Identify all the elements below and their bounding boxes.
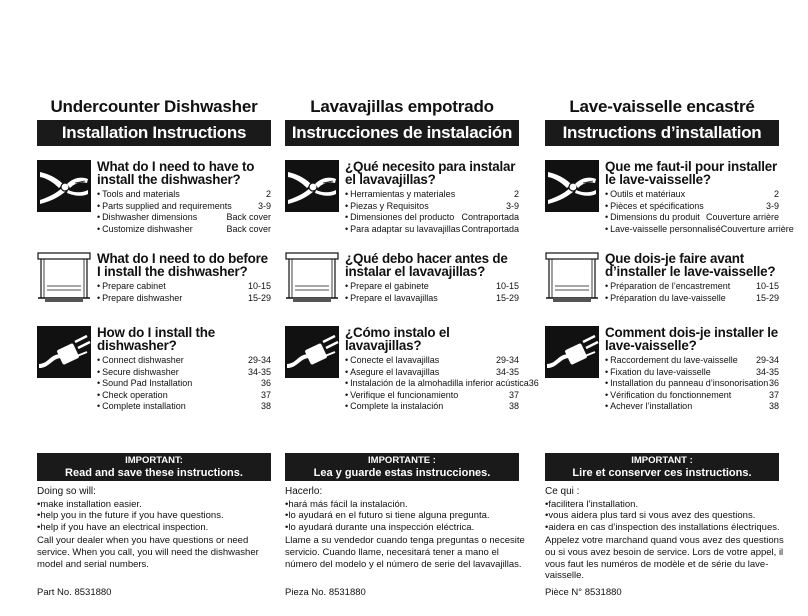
toc-item-label: • Conecte el lavavajillas	[345, 355, 439, 367]
notes-bullet: • lo ayudará en el futuro si tiene alguna pregunta.	[285, 510, 525, 522]
column-title: Undercounter Dishwasher	[50, 97, 258, 116]
important-box	[285, 453, 519, 481]
toc-section	[285, 252, 519, 316]
toc-item-page: 38	[768, 401, 779, 412]
toc-item	[605, 355, 779, 367]
toc-item	[345, 189, 519, 201]
section-content	[97, 326, 271, 413]
toc-item-page: 38	[260, 401, 271, 412]
toc-item-page: 36	[528, 378, 539, 389]
toc-section	[37, 160, 271, 240]
toc-item-label: • Prepare cabinet	[97, 281, 166, 293]
cabinet-opening-icon	[545, 252, 599, 304]
toc-item-page: 2	[773, 189, 779, 199]
toc-item-label: • Complete installation	[97, 401, 186, 413]
toc-item-page: 34-35	[495, 366, 519, 377]
toc-item	[345, 390, 519, 402]
column-title: Lave-vaisselle encastré	[569, 97, 755, 116]
toc-item-page: 10-15	[495, 281, 519, 291]
toc-item	[345, 401, 519, 413]
toc-item-label: • Achever l’installation	[605, 401, 692, 413]
important-heading: IMPORTANT:	[125, 455, 183, 466]
column-title: Lavavajillas empotrado	[310, 97, 494, 116]
power-plug-icon	[285, 326, 339, 378]
toc-item-page: Contraportada	[461, 223, 519, 234]
notes-bullet: • vous aidera plus tard si vous avez des questions.	[545, 510, 785, 522]
toc-item-page: 29-34	[247, 355, 271, 365]
toc-item-label: • Para adaptar su lavavajillas	[345, 224, 460, 236]
section-question: How do I install the dishwasher?	[97, 325, 216, 353]
call-dealer-text: Call your dealer when you have questions or need service. When you call, you will need the dishwasher model and serial numbers.	[37, 535, 259, 570]
pliers-icon	[285, 160, 339, 212]
toc-item-label: • Outils et matériaux	[605, 189, 685, 201]
toc-item-label: • Complete la instalación	[345, 401, 443, 413]
toc-item-page: Contraportada	[461, 212, 519, 223]
toc-section	[285, 325, 539, 412]
notes-bullet: • facilitera l’installation.	[545, 499, 785, 511]
toc-item-label: • Raccordement du lave-vaisselle	[605, 355, 738, 367]
part-number: Pièce N° 8531880	[545, 587, 622, 598]
notes-bullet: • aidera en cas d’inspection des installations électriques.	[545, 522, 785, 534]
toc-item-page: 3-9	[257, 200, 271, 211]
toc-item-page: 10-15	[247, 281, 271, 291]
toc-section	[545, 252, 779, 316]
section-content	[605, 326, 779, 413]
section-content	[345, 252, 519, 304]
toc-list	[605, 355, 779, 413]
toc-item-label: • Lave-vaisselle personnalisé	[605, 224, 721, 236]
section-content	[605, 159, 794, 235]
cabinet-opening-icon	[37, 252, 91, 304]
important-box	[37, 453, 271, 481]
toc-item	[97, 293, 271, 305]
toc-item	[605, 401, 779, 413]
toc-list	[345, 189, 519, 235]
notes-lead: Ce qui :	[545, 486, 580, 497]
toc-item-label: • Instalación de la almohadilla inferior acústica	[345, 378, 529, 390]
toc-item	[605, 378, 779, 390]
toc-item-label: • Préparation du lave-vaisselle	[605, 293, 726, 305]
power-plug-icon	[37, 326, 91, 378]
toc-section	[37, 252, 271, 316]
toc-list	[345, 355, 539, 413]
toc-item	[345, 281, 519, 293]
notes-block	[545, 486, 785, 582]
toc-item	[97, 189, 271, 201]
toc-item	[605, 223, 794, 236]
toc-section	[545, 325, 779, 412]
toc-item	[605, 390, 779, 402]
toc-item	[605, 189, 779, 201]
section-question: Que dois-je faire avant d’installer le lave-vaisselle?	[605, 251, 776, 279]
toc-item-label: • Vérification du fonctionnement	[605, 390, 731, 402]
toc-item	[97, 355, 271, 367]
toc-item-page: 3-9	[505, 200, 519, 211]
toc-item-label: • Prepare dishwasher	[97, 293, 182, 305]
toc-item-label: • Dimensiones del producto	[345, 212, 454, 224]
toc-item-label: • Pièces et spécifications	[605, 201, 704, 213]
toc-item-page: 29-34	[755, 355, 779, 365]
important-box	[545, 453, 779, 481]
toc-item-page: Couverture arrière	[720, 223, 794, 234]
notes-bullet: • help you in the future if you have questions.	[37, 510, 277, 522]
toc-item-label: • Connect dishwasher	[97, 355, 184, 367]
toc-item	[605, 293, 779, 305]
toc-item	[97, 212, 271, 224]
toc-item-label: • Tools and materials	[97, 189, 180, 201]
toc-item-page: 2	[513, 189, 519, 199]
pliers-icon	[545, 160, 599, 212]
notes-bullet: • help if you have an electrical inspection.	[37, 522, 277, 534]
toc-section	[285, 160, 519, 240]
toc-item-label: • Piezas y Requisitos	[345, 201, 429, 213]
toc-item-page: Back cover	[226, 212, 271, 223]
important-heading: IMPORTANTE :	[368, 455, 436, 466]
important-subheading: Lire et conserver ces instructions.	[572, 467, 752, 479]
toc-item-label: • Prepare el lavavajillas	[345, 293, 438, 305]
toc-item	[97, 401, 271, 413]
column-3	[545, 96, 794, 412]
toc-section	[545, 159, 794, 240]
cabinet-opening-icon	[285, 252, 339, 304]
call-dealer-text: Llame a su vendedor cuando tenga preguntas o necesite servicio. Cuando llame, necesitará tener a mano el número del modelo y el número de serie del lavavajillas.	[285, 535, 525, 570]
toc-item-page: 3-9	[765, 200, 779, 211]
toc-item	[97, 378, 271, 390]
toc-list	[605, 281, 779, 304]
toc-item	[345, 355, 519, 367]
toc-item-label: • Verifique el funcionamiento	[345, 390, 458, 402]
section-question: ¿Qué necesito para instalar el lavavajillas?	[345, 159, 516, 187]
important-heading: IMPORTANT :	[631, 455, 693, 466]
toc-item	[605, 201, 779, 213]
toc-item-label: • Parts supplied and requirements	[97, 201, 232, 213]
toc-item	[605, 281, 779, 293]
instructions-banner: Installation Instructions	[37, 120, 271, 146]
toc-list	[97, 281, 271, 304]
toc-item-page: 36	[260, 378, 271, 389]
toc-item-label: • Installation du panneau d’insonorisation	[605, 378, 768, 390]
toc-item-page: 15-29	[495, 292, 519, 303]
toc-item-page: 37	[508, 389, 519, 400]
notes-lead: Hacerlo:	[285, 486, 323, 497]
instructions-banner: Instrucciones de instalación	[285, 120, 519, 146]
toc-item-page: 37	[260, 389, 271, 400]
toc-item-page: 36	[768, 378, 779, 389]
column-1	[37, 96, 271, 412]
notes-block	[285, 486, 525, 570]
toc-item	[345, 293, 519, 305]
toc-item-page: 2	[265, 189, 271, 199]
section-question: Comment dois-je installer le lave-vaisselle?	[605, 325, 778, 353]
toc-item-label: • Fixation du lave-vaisselle	[605, 367, 711, 379]
notes-lead: Doing so will:	[37, 486, 96, 497]
call-dealer-text: Appelez votre marchand quand vous avez des questions ou si vous avez besoin de service. Lors de votre appel, il vous faut les numéros de modèle et de série du lave-vaisselle.	[545, 535, 784, 582]
section-question: What do I need to do before I install the dishwasher?	[97, 251, 268, 279]
part-number: Pieza No. 8531880	[285, 587, 366, 598]
section-content	[345, 325, 539, 413]
section-content	[605, 252, 779, 304]
toc-item-page: Couverture arrière	[705, 212, 779, 223]
important-subheading: Read and save these instructions.	[65, 467, 243, 479]
toc-item	[97, 224, 271, 236]
notes-bullet: • make installation easier.	[37, 499, 277, 511]
toc-item	[605, 367, 779, 379]
section-content	[345, 160, 519, 235]
toc-item-label: • Préparation de l’encastrement	[605, 281, 730, 293]
toc-item-page: 34-35	[247, 366, 271, 377]
toc-list	[97, 355, 271, 413]
toc-item-label: • Dishwasher dimensions	[97, 212, 197, 224]
notes-block	[37, 486, 277, 570]
toc-item-label: • Prepare el gabinete	[345, 281, 429, 293]
toc-item	[345, 367, 519, 379]
section-content	[97, 160, 271, 235]
toc-item-page: 15-29	[247, 292, 271, 303]
toc-item	[345, 378, 539, 390]
column-2	[285, 96, 539, 412]
toc-item-label: • Customize dishwasher	[97, 224, 193, 236]
notes-bullet: • lo ayudará durante una inspección eléctrica.	[285, 522, 525, 534]
toc-list	[605, 189, 794, 235]
toc-item-page: 29-34	[495, 355, 519, 365]
toc-item	[97, 201, 271, 213]
toc-item	[97, 281, 271, 293]
toc-item	[345, 212, 519, 224]
toc-item-label: • Secure dishwasher	[97, 367, 179, 379]
section-question: What do I need to have to install the dishwasher?	[97, 159, 255, 187]
pliers-icon	[37, 160, 91, 212]
toc-item-page: 15-29	[755, 292, 779, 303]
toc-list	[345, 281, 519, 304]
toc-item-page: 38	[508, 401, 519, 412]
toc-item	[605, 212, 779, 224]
part-number: Part No. 8531880	[37, 587, 112, 598]
toc-item-label: • Dimensions du produit	[605, 212, 700, 224]
toc-item-label: • Check operation	[97, 390, 168, 402]
toc-item	[97, 367, 271, 379]
toc-item	[97, 390, 271, 402]
section-question: ¿Qué debo hacer antes de instalar el lavavajillas?	[345, 251, 508, 279]
toc-item-page: 37	[768, 389, 779, 400]
power-plug-icon	[545, 326, 599, 378]
toc-item-label: • Sound Pad Installation	[97, 378, 192, 390]
section-question: ¿Cómo instalo el lavavajillas?	[345, 325, 450, 353]
toc-list	[97, 189, 271, 235]
notes-bullet: • hará más fácil la instalación.	[285, 499, 525, 511]
toc-item-page: 10-15	[755, 281, 779, 291]
toc-item	[345, 201, 519, 213]
instructions-banner: Instructions d’installation	[545, 120, 779, 146]
toc-item-label: • Asegure el lavavajillas	[345, 367, 439, 379]
toc-item-label: • Herramientas y materiales	[345, 189, 455, 201]
toc-item	[345, 224, 519, 236]
section-content	[97, 252, 271, 304]
toc-item-page: Back cover	[226, 223, 271, 234]
toc-item-page: 34-35	[755, 366, 779, 377]
toc-section	[37, 325, 271, 412]
section-question: Que me faut-il pour installer le lave-vaisselle?	[605, 159, 778, 187]
important-subheading: Lea y guarde estas instrucciones.	[313, 467, 491, 479]
